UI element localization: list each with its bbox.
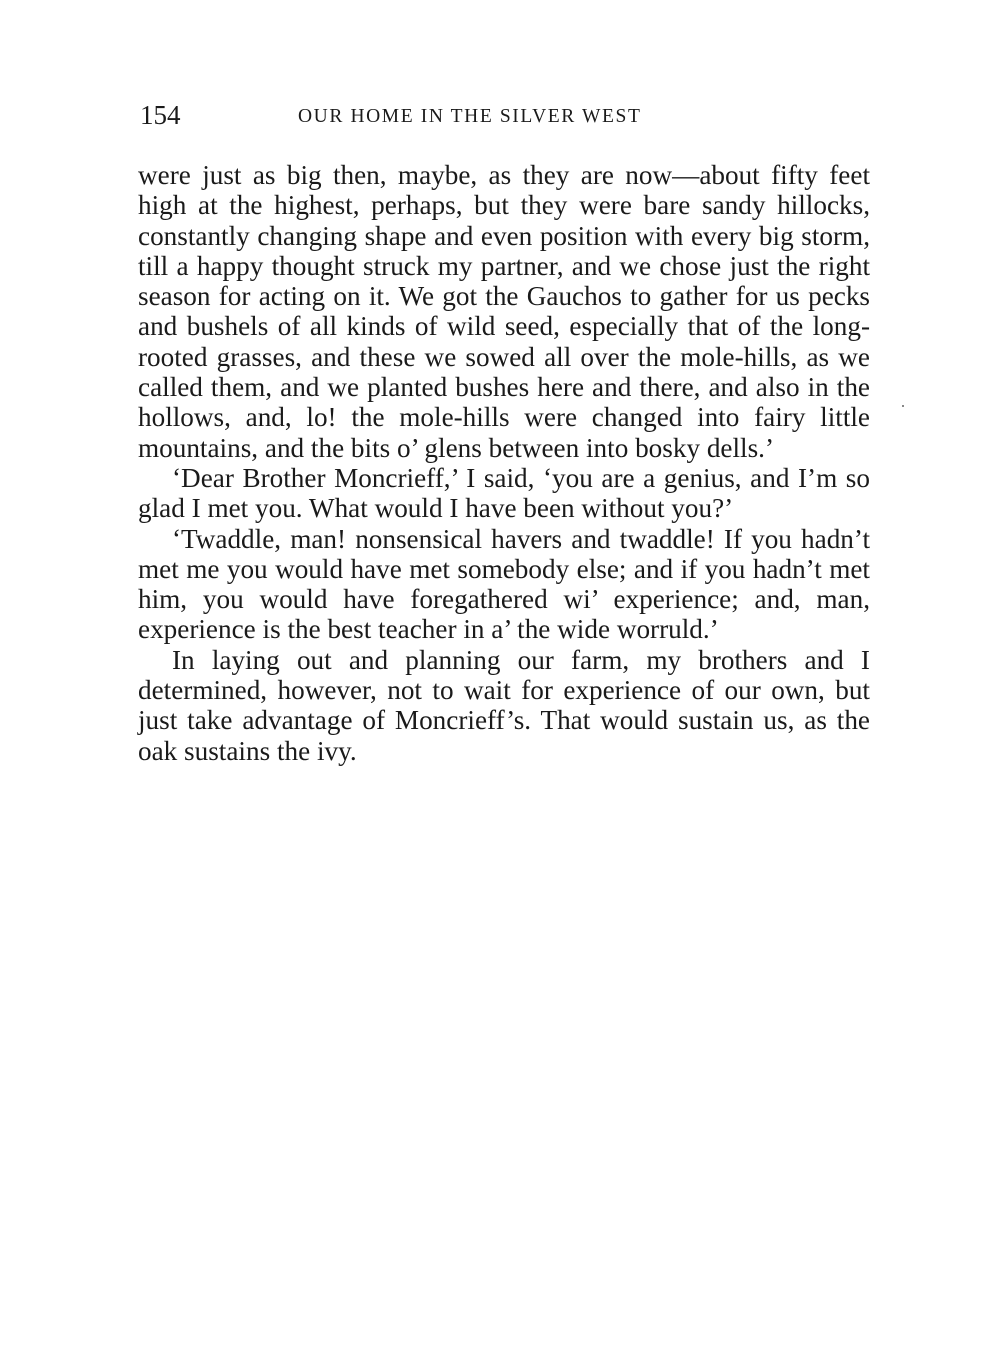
- paragraph-dialogue-1: ‘Dear Brother Moncrieff,’ I said, ‘you are a genius, and I’m so glad I met you. What would I have been without you?’: [138, 462, 870, 524]
- paragraph-continuation: were just as big then, maybe, as they are now—about fifty feet high at the highest, perhaps, but they were bare sandy hillocks, constantly changing shape and even position with every big storm, till a happy thought struck my partner, and we chose just the right season for acting on it. We got the Gauchos to gather for us pecks and bushels of all kinds of wild seed, especially that of the long-rooted grasses, and these we sowed all over the mole-hills, as we called them, and we planted bushes here and there, and also in the hollows, and, lo! the mole-hills were changed into fairy little mountains, and the bits o’ glens between into bosky dells.’: [138, 160, 870, 463]
- paragraph-dialogue-2: ‘Twaddle, man! nonsensical havers and twaddle! If you hadn’t met me you would have met somebody else; and if you hadn’t met him, you would have foregathered wi’ experience; and, man, experience is the best teacher in a’ the wide worruld.’: [138, 523, 870, 645]
- body-text: [138, 160, 870, 766]
- book-page: [138, 100, 870, 766]
- stray-mark: [902, 405, 904, 407]
- page-number: 154: [140, 100, 181, 130]
- running-head: [138, 100, 870, 140]
- running-title: OUR HOME IN THE SILVER WEST: [298, 106, 642, 127]
- paragraph-narration: In laying out and planning our farm, my brothers and I determined, however, not to wait for experience of our own, but just take advantage of Moncrieff’s. That would sustain us, as the oak sustains the ivy.: [138, 644, 870, 766]
